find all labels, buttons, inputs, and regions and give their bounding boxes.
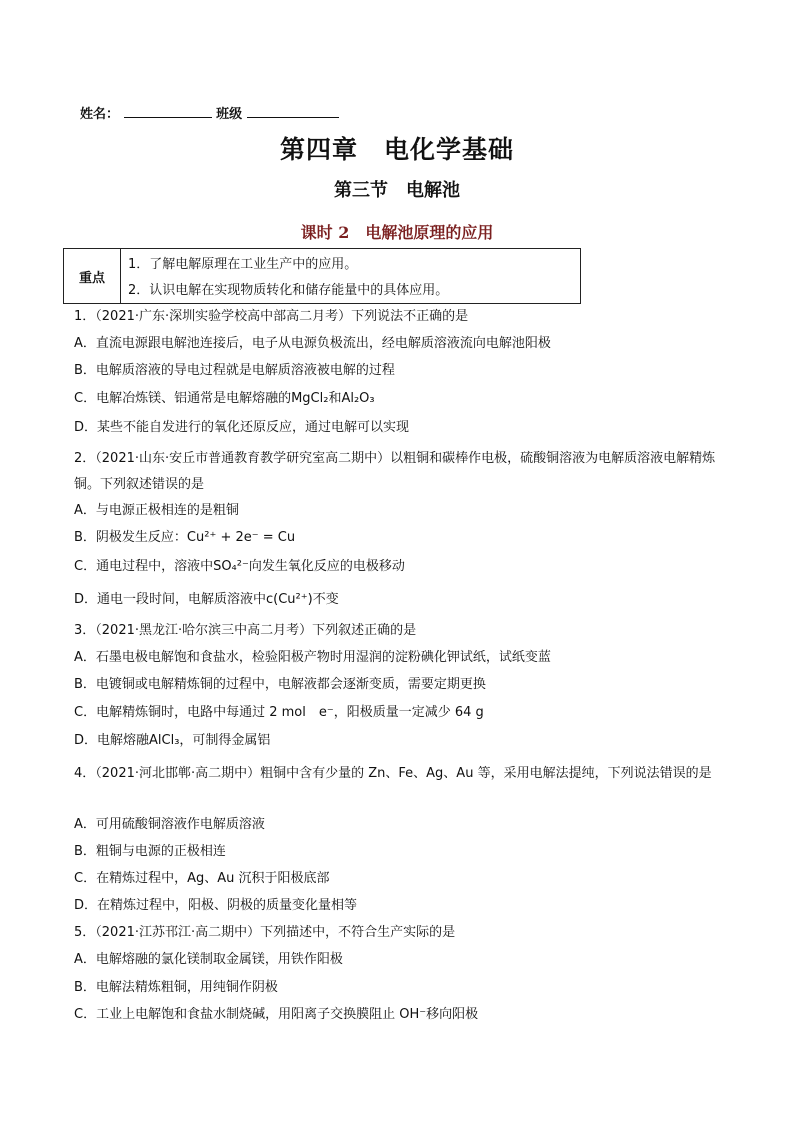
question-2-option-c: C．通电过程中，溶液中SO₄²⁻向发生氧化反应的电极移动 xyxy=(74,559,405,574)
question-1-option-a: A．直流电源跟电解池连接后，电子从电源负极流出，经电解质溶液流向电解池阳极 xyxy=(74,336,551,351)
question-1-option-c: C．电解冶炼镁、铝通常是电解熔融的MgCl₂和Al₂O₃ xyxy=(74,391,375,406)
question-5-stem: 5．（2021·江苏邗江·高二期中）下列描述中，不符合生产实际的是 xyxy=(74,925,456,940)
question-5-option-c: C．工业上电解饱和食盐水制烧碱，用阳离子交换膜阻止 OH⁻移向阳极 xyxy=(74,1007,479,1022)
question-5-option-a: A．电解熔融的氯化镁制取金属镁，用铁作阳极 xyxy=(74,952,343,967)
question-2-stem: 2．（2021·山东·安丘市普通教育教学研究室高二期中）以粗铜和碳棒作电极，硫酸铜溶液为电解质溶液电解精炼铜。下列叙述错误的是 xyxy=(74,451,716,492)
question-4-option-b: B．粗铜与电源的正极相连 xyxy=(74,844,226,859)
key-point-2: 2．认识电解在实现物质转化和储存能量中的具体应用。 xyxy=(128,283,449,298)
question-1-stem: 1．（2021·广东·深圳实验学校高中部高二月考）下列说法不正确的是 xyxy=(74,309,469,324)
question-3-stem: 3．（2021·黑龙江·哈尔滨三中高二月考）下列叙述正确的是 xyxy=(74,623,417,638)
question-3-option-b: B．电镀铜或电解精炼铜的过程中，电解液都会逐渐变质，需要定期更换 xyxy=(74,677,486,692)
question-4-option-c: C．在精炼过程中，Ag、Au 沉积于阳极底部 xyxy=(74,871,330,886)
question-4-option-a: A．可用硫酸铜溶液作电解质溶液 xyxy=(74,817,265,832)
chapter-title: 第四章 电化学基础 xyxy=(279,135,514,164)
question-2-option-d: D．通电一段时间，电解质溶液中c(Cu²⁺)不变 xyxy=(74,592,339,607)
name-blank[interactable] xyxy=(124,105,212,118)
question-3-option-d: D．电解熔融AlCl₃，可制得金属铝 xyxy=(74,733,271,748)
lesson-title: 课时 2 电解池原理的应用 xyxy=(300,223,494,242)
question-5-option-b: B．电解法精炼粗铜，用纯铜作阴极 xyxy=(74,980,278,995)
question-4-stem: 4．（2021·河北邯郸·高二期中）粗铜中含有少量的 Zn、Fe、Ag、Au 等，采用电解法提纯，下列说法错误的是 xyxy=(74,766,712,781)
question-1-option-b: B．电解质溶液的导电过程就是电解质溶液被电解的过程 xyxy=(74,363,395,378)
key-points-label: 重点 xyxy=(64,249,121,303)
question-1-option-d: D．某些不能自发进行的氧化还原反应，通过电解可以实现 xyxy=(74,420,410,435)
question-3-option-c: C．电解精炼铜时，电路中每通过 2 mol e⁻，阳极质量一定减少 64 g xyxy=(74,705,484,720)
question-2-option-a: A．与电源正极相连的是粗铜 xyxy=(74,503,239,518)
student-info-header xyxy=(80,103,339,122)
class-blank[interactable] xyxy=(247,105,339,118)
key-point-1: 1．了解电解原理在工业生产中的应用。 xyxy=(128,257,358,272)
question-4-option-d: D．在精炼过程中，阳极、阴极的质量变化量相等 xyxy=(74,898,358,913)
class-label: 班级 xyxy=(216,107,243,122)
question-2-option-b: B．阴极发生反应：Cu²⁺ + 2e⁻ = Cu xyxy=(74,530,296,545)
name-label: 姓名： xyxy=(80,107,120,122)
key-points-box xyxy=(63,248,581,304)
section-title: 第三节 电解池 xyxy=(334,180,460,201)
question-3-option-a: A．石墨电极电解饱和食盐水，检验阳极产物时用湿润的淀粉碘化钾试纸，试纸变蓝 xyxy=(74,650,551,665)
